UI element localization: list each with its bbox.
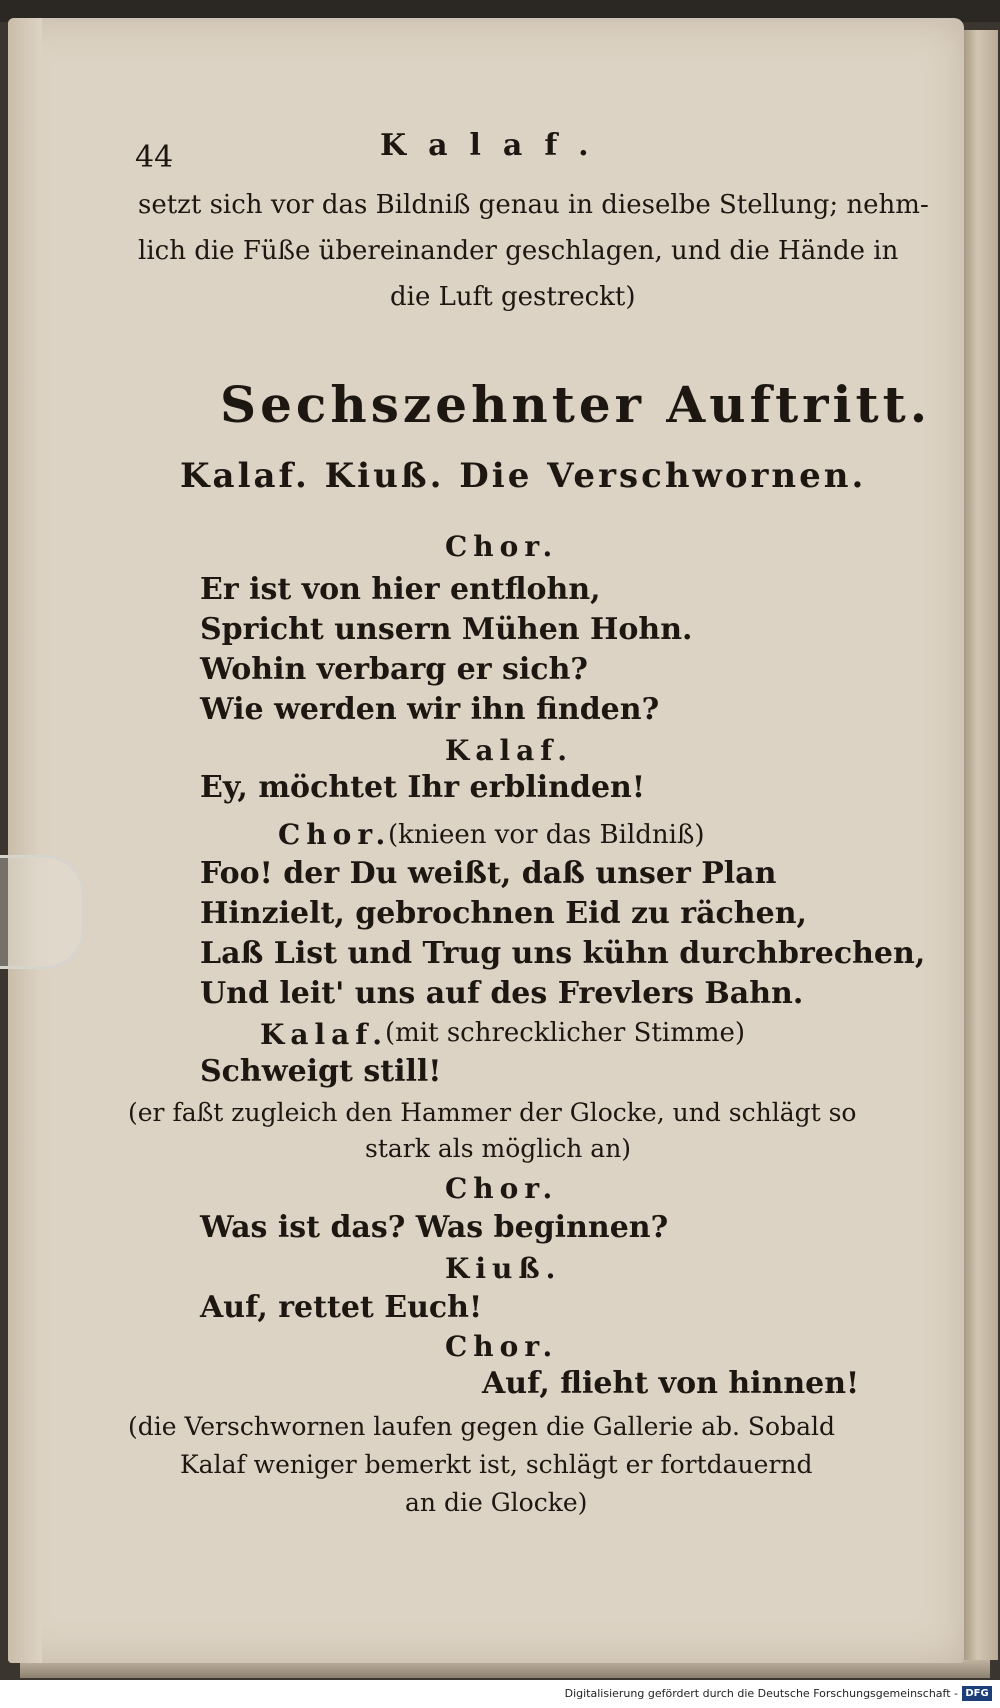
verse-line: Auf, rettet Euch! xyxy=(200,1290,483,1325)
speaker-kalaf: Kalaf. xyxy=(260,1018,389,1051)
speaker-kiuss: Kiuß. xyxy=(445,1252,562,1285)
scene-heading: Sechszehnter Auftritt. xyxy=(220,375,932,434)
intro-line-1: setzt sich vor das Bildniß genau in dieselbe Stellung; nehm- xyxy=(138,190,929,220)
speaker-chor: Chor. xyxy=(278,818,392,851)
verse-line: Hinzielt, gebrochnen Eid zu rächen, xyxy=(200,896,807,931)
verse-line: Schweigt still! xyxy=(200,1054,442,1089)
footer-credit: Digitalisierung gefördert durch die Deutsche Forschungsgemeinschaft - xyxy=(564,1687,958,1700)
verse-line: Ey, möchtet Ihr erblinden! xyxy=(200,770,646,805)
verse-line: Foo! der Du weißt, daß unser Plan xyxy=(200,856,777,891)
stage-direction: (mit schrecklicher Stimme) xyxy=(385,1018,746,1048)
stage-direction: (er faßt zugleich den Hammer der Glocke, und schlägt so xyxy=(128,1098,857,1127)
stage-direction: (knieen vor das Bildniß) xyxy=(388,820,705,850)
page-number: 44 xyxy=(135,140,174,175)
verse-line: Was ist das? Was beginnen? xyxy=(200,1210,669,1245)
stage-direction: Kalaf weniger bemerkt ist, schlägt er fortdauernd xyxy=(180,1450,813,1479)
verse-line: Spricht unsern Mühen Hohn. xyxy=(200,612,693,647)
dramatis-personae: Kalaf. Kiuß. Die Verschwornen. xyxy=(180,456,867,496)
verse-line: Wie werden wir ihn finden? xyxy=(200,692,660,727)
page-tab-marker xyxy=(0,855,85,969)
speaker-chor: Chor. xyxy=(445,1172,559,1205)
verse-line: Er ist von hier entflohn, xyxy=(200,572,601,607)
speaker-kalaf: Kalaf. xyxy=(445,734,574,767)
stage-direction: stark als möglich an) xyxy=(365,1134,632,1163)
intro-line-3: die Luft gestreckt) xyxy=(390,282,636,312)
verse-line: Wohin verbarg er sich? xyxy=(200,652,588,687)
verse-line: Auf, flieht von hinnen! xyxy=(482,1366,860,1401)
stage-direction: (die Verschwornen laufen gegen die Gallerie ab. Sobald xyxy=(128,1412,835,1441)
verse-line: Laß List und Trug uns kühn durchbrechen, xyxy=(200,936,926,971)
speaker-chor: Chor. xyxy=(445,530,559,563)
verse-line: Und leit' uns auf des Frevlers Bahn. xyxy=(200,976,804,1011)
footer-bar xyxy=(0,1680,1000,1708)
stage-direction: an die Glocke) xyxy=(405,1488,588,1517)
page-gutter xyxy=(8,18,42,1663)
page-edge-right xyxy=(964,30,998,1660)
running-head: Kalaf. xyxy=(380,128,611,163)
dfg-logo: DFG xyxy=(962,1686,992,1701)
speaker-chor: Chor. xyxy=(445,1330,559,1363)
intro-line-2: lich die Füße übereinander geschlagen, und die Hände in xyxy=(138,236,899,266)
